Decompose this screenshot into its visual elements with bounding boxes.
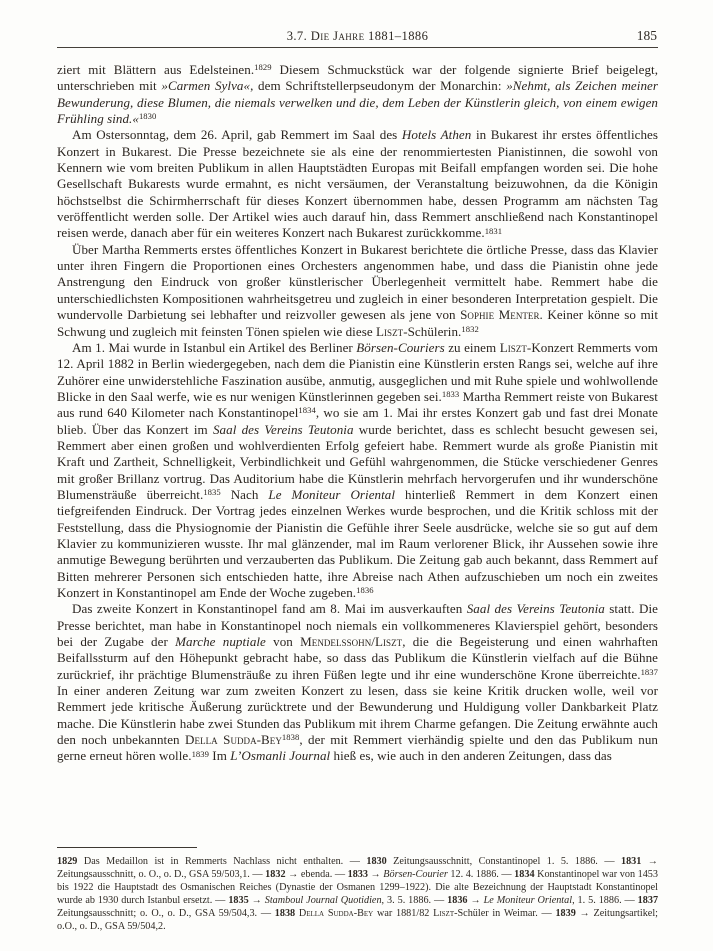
text-segment: Über Martha Remmerts erstes öffentliches Konzert in Bukarest berichtete die örtliche Presse, dass das Klavier unter ihren Fingern die Proportionen eines Orchesters angenommen habe, und dass die Pianistin ohne jede Anstrengung den Eindruck von großer künstlerischer Überlegenheit vermittelt habe. Remmert habe die unterschiedlichsten Kompositionen wahrheitsgetreu und zugleich in einer besonderen Interpretation gespielt. Die wundervolle Darbietung sei lebhafter und reizvoller gewesen als jene von bbox=[57, 241, 658, 323]
text-segment-sc: Della Sudda-Bey bbox=[298, 908, 374, 920]
text-segment: Konstantinopel war von 1453 bis 1922 die Hauptstadt des Osmanischen Reiches (Dynastie der Osmanen 1299–1922). Die alte Bezeichnung der Hauptstadt Konstantinopel wurde ab 1930 durch Istanbul ersetzt. — bbox=[57, 869, 658, 907]
text-segment-b: 1832 bbox=[265, 869, 286, 881]
text-segment-b: 1829 bbox=[57, 856, 78, 867]
text-segment-b: 1838 bbox=[274, 908, 296, 920]
text-segment: -Konzert Remmerts vom 12. April 1882 in Berlin wiedergegeben, nach dem die Pianistin eine Künstlerin ersten Rangs sei, welche auf ihre Zuhörer eine unwiderstehliche Faszination ausübe, anmutig, ausgeglichen und mit Ruhe spiele und wohlwollende Blicke in den Saal werfe, wie es nur wenigen Künstlerinnen gegeben sei. bbox=[57, 339, 658, 404]
section-title: 3.7. Die Jahre 1881–1886 bbox=[286, 29, 429, 43]
text-segment: zu einem bbox=[444, 339, 500, 355]
footnote-ref: 1829 bbox=[254, 62, 272, 73]
text-segment-i: »Carmen Sylva« bbox=[161, 78, 251, 94]
text-segment: → bbox=[467, 895, 484, 907]
text-segment: von bbox=[265, 634, 301, 650]
footnote-ref: 1832 bbox=[461, 323, 479, 334]
text-segment: , 1. 5. 1886. — bbox=[572, 895, 638, 907]
text-segment: . Keiner könne so mit Schwung und zugleich mit feinsten Tönen spielen wie diese bbox=[57, 307, 659, 339]
footnote-ref: 1838 bbox=[281, 732, 300, 743]
text-segment-i: Le Moniteur Oriental bbox=[268, 486, 396, 502]
text-segment: Zeitungsausschnitt, Constantinopel 1. 5. 1886. — bbox=[386, 856, 621, 867]
text-segment: wurde berichtet, dass es schlecht besucht gewesen sei, Remmert aber einen großen und wohlverdienten Erfolg gefeiert habe. Remmert wurde als große Pianistin mit Kraft und Zartheit, Schnelligkeit, Verbindlichkeit und Gefühl wahrgenommen, die Stücke verschiedener Genres mit großer Brillanz vortrug. Das Auditorium habe die Künstlerin mehrfach hervorgerufen und ihr wunderschöne Blumensträuße überreicht. bbox=[57, 421, 658, 502]
text-segment: , dem Schriftstellerpseudonym der Monarchin: bbox=[250, 78, 507, 94]
paragraph bbox=[57, 62, 658, 127]
text-segment-i: »Nehmt, als Zeichen meiner Bewunderung, diese Blumen, die niemals verwelken und die, dem Leben der Künstlerin gleich, von einem ewigen Frühling sind.« bbox=[57, 78, 658, 127]
footnote-ref: 1834 bbox=[298, 405, 316, 416]
text-segment: Das Medaillon ist in Remmerts Nachlass nicht enthalten. — bbox=[77, 856, 367, 867]
body-text bbox=[57, 62, 658, 765]
text-segment: → Zeitungsartikel; o.O., o. D., GSA 59/504,2. bbox=[57, 908, 658, 933]
text-segment: , der mit Remmert vierhändig spielte und den das Publikum nun gerne erneut hören wolle. bbox=[57, 732, 658, 764]
footnote-ref: 1836 bbox=[356, 585, 374, 596]
text-segment: Nach bbox=[220, 486, 269, 502]
footnote-ref: 1837 bbox=[640, 666, 658, 677]
text-segment-i: Stamboul Journal Quotidien bbox=[264, 895, 382, 907]
text-segment: / bbox=[371, 634, 375, 650]
text-segment-sc: Della Sudda-Bey bbox=[185, 732, 282, 748]
paragraph bbox=[57, 242, 658, 340]
text-segment: , die die Begeisterung und einen wahrhaften Beifallssturm auf den Höhepunkt gebracht habe, so dass das Publikum die Künstlerin vielfach auf die Bühne zurückrief, ihr prächtige Blumensträuße zu ihren Füßen legte und ihr eine wunderschöne Krone überreichte. bbox=[57, 634, 658, 682]
paragraph bbox=[57, 340, 658, 602]
text-segment: Martha Remmert reiste von Bukarest aus rund 640 Kilometer nach Konstantinopel bbox=[57, 388, 658, 421]
text-segment: In einer anderen Zeitung war zum zweiten Konzert zu lesen, dass sie keine Kritik drucken wolle, weil vor Remmert jede kritische Äußerung zurücktrete und der Bewunderung und Huldigung voller Dankbarkeit Platz mache. Die Künstlerin habe zwei Stunden das Publikum mit ihrem Charme gefangen. Die Zeitung erwähnte auch den noch unbekannten bbox=[57, 683, 658, 748]
text-segment-b: 1839 bbox=[555, 908, 576, 920]
footnote-ref: 1830 bbox=[138, 111, 157, 122]
text-segment-sc: Liszt bbox=[499, 339, 527, 355]
text-segment: -Schülerin. bbox=[403, 323, 462, 339]
text-segment: war 1881/82 bbox=[373, 908, 434, 920]
text-segment: , 3. 5. 1886. — bbox=[381, 895, 448, 907]
text-segment: in Bukarest ihr erstes öffentliches Konzert in Bukarest. Die Presse bezeichnete sie als eine der renommiertesten Pianistinnen, die sowohl von Kennern wie vom breiten Publikum in allen Hauptstädten Europas mit Beifall empfangen worden sei. Die hohe Gesellschaft Bukarests wurde ermahnt, es nicht versäumen, der Veranstaltung beizuwohnen, da die Königin höchstselbst die Schirmherrschaft für dieses Konzert übernommen habe, dessen Programm am nächsten Tag veröffentlicht werden solle. Der Artikel wies auch darauf hin, dass Remmert anschließend nach Konstantinopel reisen werde, danach aber für ein weiteres Konzert nach Bukarest zurückkomme. bbox=[57, 127, 658, 241]
text-segment-i: Le Moniteur Oriental bbox=[483, 895, 573, 907]
text-segment-i: L’Osmanli Journal bbox=[230, 748, 331, 764]
text-segment: Im bbox=[208, 748, 231, 764]
text-segment-i: Saal des Vereins Teutonia bbox=[466, 601, 605, 617]
text-segment: Am 1. Mai wurde in Istanbul ein Artikel des Berliner bbox=[72, 339, 357, 355]
text-segment-sc: Mendelssohn bbox=[300, 634, 372, 650]
text-segment: Das zweite Konzert in Konstantinopel fand am 8. Mai im ausverkauften bbox=[72, 601, 467, 617]
text-segment: → bbox=[248, 895, 265, 907]
text-segment-sc: Liszt bbox=[374, 634, 403, 650]
running-header bbox=[57, 20, 658, 48]
text-segment: Zeitungsausschnitt; o. O., o. D., GSA 59/504,3. — bbox=[57, 908, 275, 920]
text-segment: hinterließ Remmert in dem Konzert einen tiefgreifenden Eindruck. Der Vortrag jedes einzelnen Werkes wurde besprochen, und die Kritik schloss mit der Feststellung, dass die Physiognomie der Pianistin die Gefühle ihrer Seele ausdrücke, welche sie so gut auf dem Klavier zu kommunizieren wusste. Ihr mal glänzender, mal im Raum verlorener Blick, ihr Aussehen sowie ihre anmutige Bewegung berührten und verzauberten das Publikum. Die Zeitung gab auch bekannt, dass Remmert auf Bitten mehrerer Personen sich entschieden hatte, ihre Abreise nach Athen aufzuschieben um noch ein zweites Konzert in Konstantinopel am Ende der Woche zugeben. bbox=[57, 486, 658, 600]
paragraph bbox=[57, 127, 658, 241]
text-segment-b: 1831 bbox=[620, 856, 642, 867]
footnote-rule bbox=[57, 847, 197, 848]
text-segment-b: 1833 bbox=[347, 869, 368, 881]
text-segment: ziert mit Blättern aus Edelsteinen. bbox=[57, 62, 255, 77]
text-segment-sc: Liszt bbox=[375, 323, 404, 339]
text-segment: → ebenda. — bbox=[285, 869, 348, 881]
page-number: 185 bbox=[636, 28, 657, 43]
text-segment-b: 1835 bbox=[228, 895, 249, 907]
footnote-ref: 1831 bbox=[484, 225, 503, 236]
text-segment: Am Ostersonntag, dem 26. April, gab Remmert im Saal des bbox=[72, 127, 402, 143]
text-segment: statt. Die Presse berichtet, man habe in Konstantinopel noch niemals ein vollkommeneres Klavierspiel gehört, besonders bei der Zugabe der bbox=[57, 601, 658, 650]
text-segment: → Zeitungsausschnitt, o. O., o. D., GSA 59/503,1. — bbox=[57, 856, 658, 881]
text-segment-i: Marche nuptiale bbox=[175, 634, 266, 650]
text-segment: hieß es, wie auch in den anderen Zeitungen, dass das bbox=[330, 748, 612, 764]
paragraph bbox=[57, 601, 658, 764]
footnotes bbox=[57, 855, 658, 934]
text-segment: , wo sie am 1. Mai ihr erstes Konzert gab und fast drei Monate blieb. Über das Konzert im bbox=[57, 405, 658, 437]
text-segment-i: Hotels Athen bbox=[401, 127, 472, 143]
text-segment: 12. 4. 1886. — bbox=[447, 869, 515, 881]
text-segment-b: 1830 bbox=[366, 856, 387, 867]
text-segment-sc: Sophie Menter bbox=[460, 307, 540, 323]
text-segment-b: 1836 bbox=[447, 895, 468, 907]
text-segment-b: 1834 bbox=[514, 869, 535, 881]
text-segment-b: 1837 bbox=[637, 895, 659, 907]
footnote-ref: 1833 bbox=[441, 389, 460, 399]
text-segment: -Schüler in Weimar. — bbox=[454, 908, 556, 920]
text-segment-i: Saal des Vereins Teutonia bbox=[212, 421, 354, 437]
text-segment: Diesem Schmuckstück war der folgende signierte Brief beigelegt, unterschrieben mit bbox=[57, 62, 658, 94]
text-segment-i: Börsen-Courier bbox=[383, 869, 448, 881]
footnote-ref: 1839 bbox=[191, 748, 209, 759]
text-segment: → bbox=[367, 869, 384, 881]
text-segment-sc: Liszt bbox=[433, 908, 455, 920]
text-segment-i: Börsen-Couriers bbox=[356, 339, 445, 355]
footnote-ref: 1835 bbox=[203, 487, 221, 498]
